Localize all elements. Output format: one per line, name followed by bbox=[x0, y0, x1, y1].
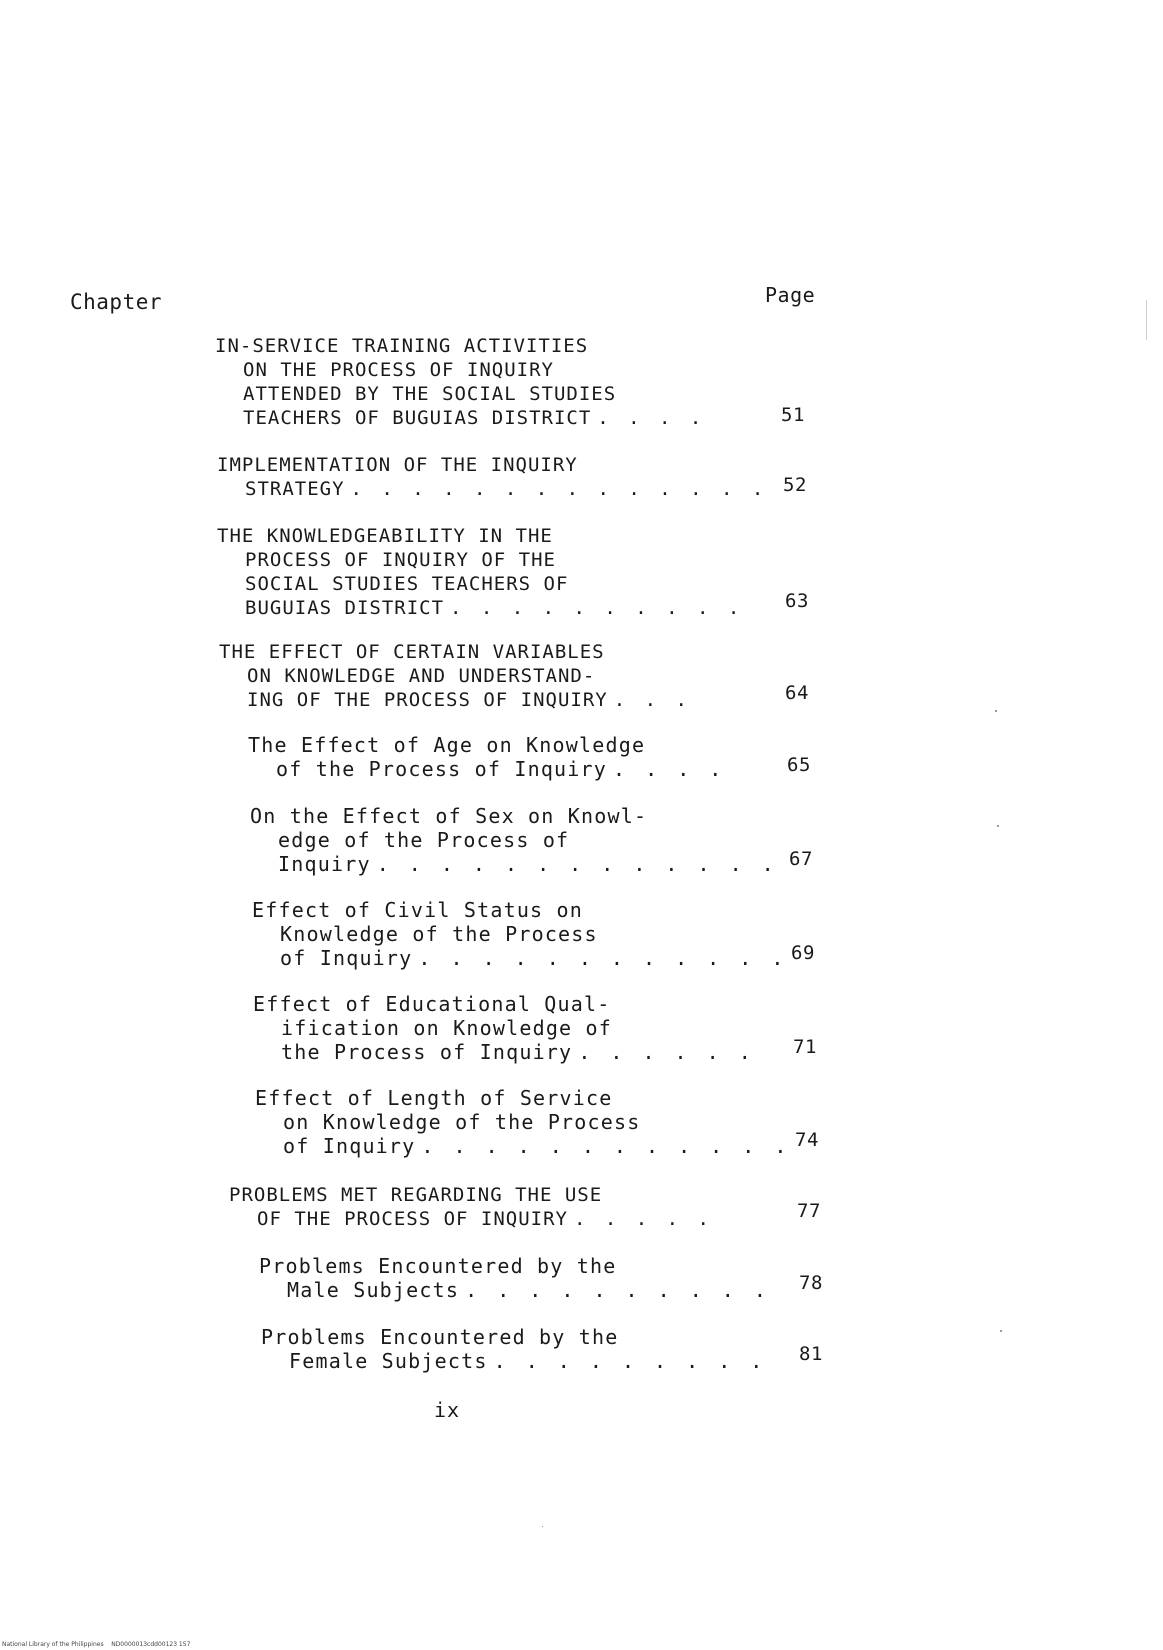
toc-page-number: 51 bbox=[781, 404, 805, 426]
toc-page-number: 71 bbox=[793, 1036, 817, 1058]
page-column-header: Page bbox=[765, 283, 816, 307]
toc-entry-line: ON THE PROCESS OF INQUIRY bbox=[243, 359, 554, 381]
leader-dots: . . . . . . . . . . bbox=[465, 1278, 770, 1302]
toc-page-number: 69 bbox=[791, 942, 815, 964]
leader-dots: . . . . . . . . . bbox=[493, 1349, 767, 1373]
toc-entry-line: PROCESS OF INQUIRY OF THE bbox=[245, 549, 556, 571]
toc-entry-line: Problems Encountered by the bbox=[259, 1254, 617, 1278]
toc-page-number: 64 bbox=[785, 682, 809, 704]
leader-dots: . . . . . . bbox=[578, 1040, 755, 1064]
leader-dots: . . . bbox=[613, 689, 691, 711]
toc-entry-line: Problems Encountered by the bbox=[261, 1325, 619, 1349]
toc-entry-line: of the Process of Inquiry . . . . bbox=[276, 757, 726, 781]
leader-dots: . . . . bbox=[597, 407, 706, 429]
scan-footer-text: National Library of the Philippines ND0000013cdd00123 157 bbox=[2, 1641, 191, 1648]
toc-entry bbox=[259, 1254, 879, 1302]
toc-entry-line: Inquiry . . . . . . . . . . . . . bbox=[278, 852, 778, 876]
scan-artifact bbox=[995, 710, 997, 712]
leader-dots: . . . . . . . . . . . . . . bbox=[350, 478, 768, 500]
toc-page-number: 63 bbox=[785, 590, 809, 612]
leader-dots: . . . . bbox=[613, 757, 726, 781]
toc-entry-line: ATTENDED BY THE SOCIAL STUDIES bbox=[243, 383, 617, 405]
toc-entry-line: ification on Knowledge of bbox=[281, 1016, 613, 1040]
page-folio-number: ix bbox=[434, 1398, 461, 1422]
toc-entry bbox=[219, 640, 839, 712]
toc-entry-line: THE EFFECT OF CERTAIN VARIABLES bbox=[219, 641, 605, 663]
toc-entry bbox=[217, 524, 837, 620]
toc-entry-line: of Inquiry . . . . . . . . . . . . bbox=[280, 946, 788, 970]
toc-entry-line: STRATEGY . . . . . . . . . . . . . . bbox=[245, 478, 768, 500]
toc-entry bbox=[252, 898, 872, 970]
toc-entry bbox=[217, 453, 837, 501]
toc-entry-line: IMPLEMENTATION OF THE INQUIRY bbox=[217, 454, 578, 476]
toc-entry-line: Effect of Length of Service bbox=[255, 1086, 613, 1110]
leader-dots: . . . . . . . . . . bbox=[450, 597, 744, 619]
scan-artifact bbox=[997, 825, 999, 827]
toc-entry-line: Effect of Educational Qual- bbox=[253, 992, 611, 1016]
toc-entry-line: Effect of Civil Status on bbox=[252, 898, 584, 922]
toc-page-number: 74 bbox=[795, 1129, 819, 1151]
toc-entry-line: BUGUIAS DISTRICT . . . . . . . . . . bbox=[245, 597, 744, 619]
toc-entry-line: OF THE PROCESS OF INQUIRY . . . . . bbox=[257, 1208, 713, 1230]
toc-entry-line: on Knowledge of the Process bbox=[283, 1110, 641, 1134]
toc-entry bbox=[253, 992, 873, 1064]
toc-entry-line: edge of the Process of bbox=[278, 828, 570, 852]
toc-page-number: 65 bbox=[787, 754, 811, 776]
toc-entry-line: On the Effect of Sex on Knowl- bbox=[250, 804, 648, 828]
toc-page-number: 78 bbox=[799, 1272, 823, 1294]
scan-artifact bbox=[1146, 300, 1147, 340]
toc-entry bbox=[248, 733, 868, 781]
toc-entry-line: PROBLEMS MET REGARDING THE USE bbox=[229, 1184, 603, 1206]
toc-page-number: 52 bbox=[783, 474, 807, 496]
toc-page-number: 67 bbox=[789, 848, 813, 870]
leader-dots: . . . . . bbox=[573, 1208, 713, 1230]
toc-entry bbox=[250, 804, 870, 876]
leader-dots: . . . . . . . . . . . . bbox=[421, 1134, 791, 1158]
toc-entry-line: IN-SERVICE TRAINING ACTIVITIES bbox=[215, 335, 589, 357]
toc-entry-line: ING OF THE PROCESS OF INQUIRY . . . bbox=[247, 689, 691, 711]
toc-entry-line: SOCIAL STUDIES TEACHERS OF bbox=[245, 573, 569, 595]
toc-entry-line: Male Subjects . . . . . . . . . . bbox=[287, 1278, 770, 1302]
toc-page-number: 77 bbox=[797, 1200, 821, 1222]
chapter-column-header: Chapter bbox=[70, 290, 163, 314]
leader-dots: . . . . . . . . . . . . . bbox=[376, 852, 778, 876]
toc-entry-line: Knowledge of the Process bbox=[280, 922, 598, 946]
toc-page-number: 81 bbox=[799, 1343, 823, 1365]
toc-entry-line: TEACHERS OF BUGUIAS DISTRICT . . . . bbox=[243, 407, 706, 429]
toc-entry-line: the Process of Inquiry . . . . . . bbox=[281, 1040, 755, 1064]
toc-entry-line: The Effect of Age on Knowledge bbox=[248, 733, 646, 757]
scan-artifact bbox=[1000, 1330, 1002, 1332]
leader-dots: . . . . . . . . . . . . bbox=[418, 946, 788, 970]
toc-entry-line: THE KNOWLEDGEABILITY IN THE bbox=[217, 525, 553, 547]
toc-entry-line: Female Subjects . . . . . . . . . bbox=[289, 1349, 767, 1373]
scan-artifact bbox=[542, 1526, 543, 1527]
toc-entry-line: of Inquiry . . . . . . . . . . . . bbox=[283, 1134, 791, 1158]
toc-entry-line: ON KNOWLEDGE AND UNDERSTAND- bbox=[247, 665, 596, 687]
toc-entry bbox=[229, 1183, 849, 1231]
toc-entry bbox=[215, 334, 835, 430]
toc-entry bbox=[261, 1325, 881, 1373]
toc-entry bbox=[255, 1086, 875, 1158]
